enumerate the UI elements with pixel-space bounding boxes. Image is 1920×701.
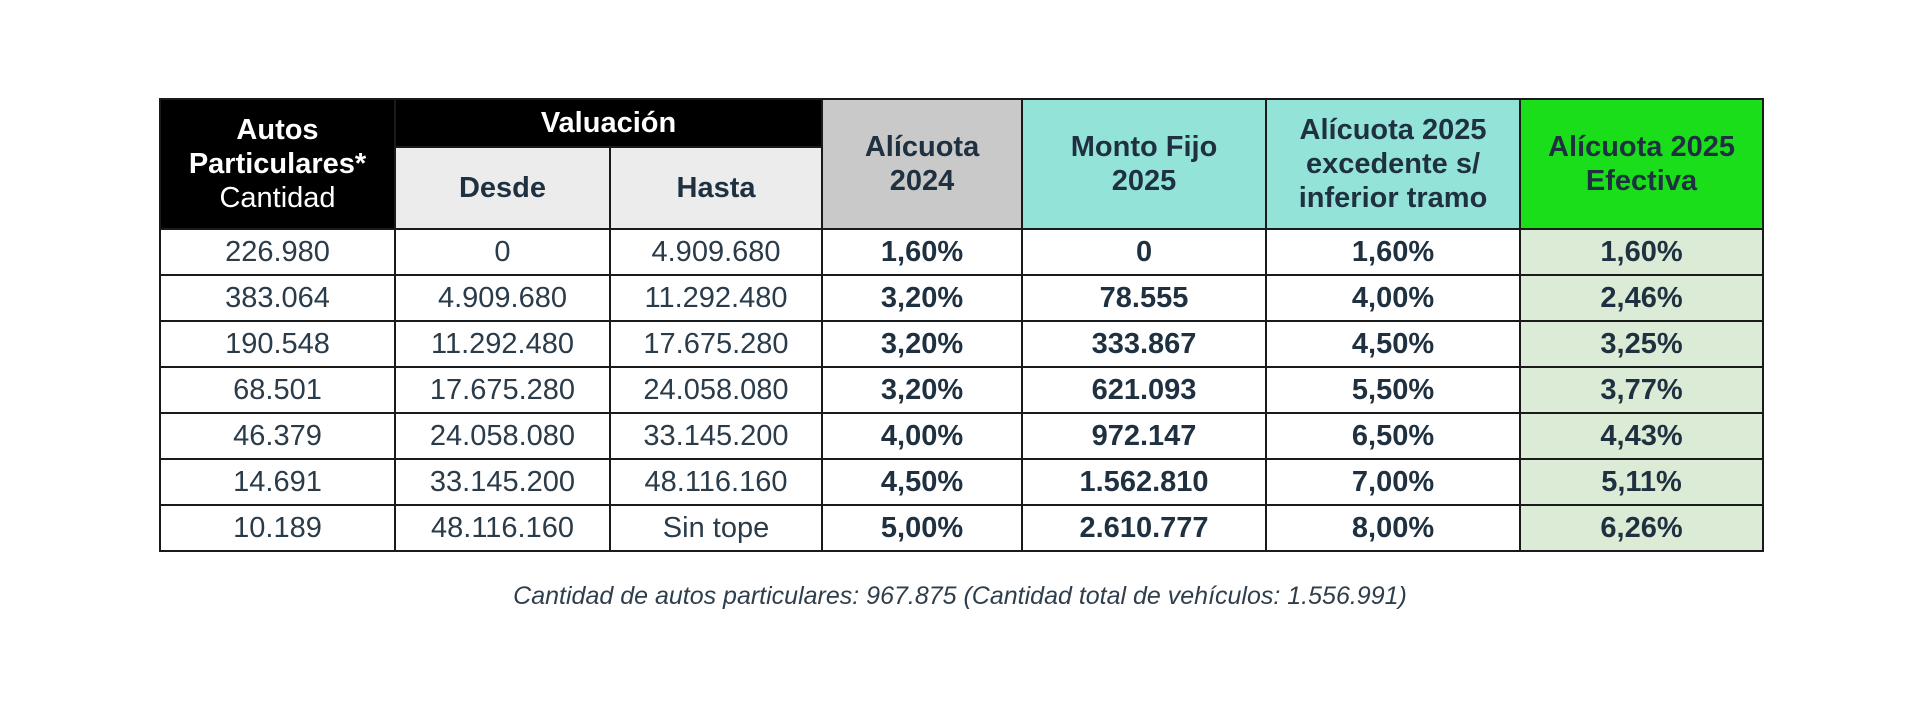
- cell-alicuota-2024: 3,20%: [822, 367, 1022, 413]
- header-alicuota-exc-line3: inferior tramo: [1298, 182, 1488, 215]
- table-row: [160, 413, 1763, 459]
- cell-cantidad: 190.548: [160, 321, 395, 367]
- header-alicuota-exc-line2: excedente s/: [1305, 147, 1481, 180]
- cell-desde: 11.292.480: [395, 321, 610, 367]
- header-autos-line2: Particulares*: [188, 147, 367, 180]
- footnote: Cantidad de autos particulares: 967.875 (Cantidad total de vehículos: 1.556.991): [513, 582, 1407, 610]
- cell-monto-fijo: 0: [1022, 229, 1266, 275]
- cell-alicuota-efectiva: 6,26%: [1520, 505, 1763, 551]
- cell-monto-fijo: 972.147: [1022, 413, 1266, 459]
- header-valuacion: Valuación: [395, 99, 822, 147]
- header-monto-fijo-line2: 2025: [1111, 165, 1177, 197]
- cell-alicuota-efectiva: 1,60%: [1520, 229, 1763, 275]
- header-alicuota-exc-line1: Alícuota 2025: [1299, 113, 1487, 146]
- cell-alicuota-2024: 1,60%: [822, 229, 1022, 275]
- cell-alicuota-excedente: 6,50%: [1266, 413, 1520, 459]
- header-alicuota-ef-line2: Efectiva: [1585, 165, 1698, 197]
- cell-alicuota-efectiva: 2,46%: [1520, 275, 1763, 321]
- header-hasta: Hasta: [610, 147, 822, 229]
- cell-hasta: 24.058.080: [610, 367, 822, 413]
- table-row: [160, 229, 1763, 275]
- header-alicuota-2024: [822, 99, 1022, 229]
- cell-hasta: 48.116.160: [610, 459, 822, 505]
- cell-desde: 4.909.680: [395, 275, 610, 321]
- cell-alicuota-2024: 4,50%: [822, 459, 1022, 505]
- cell-cantidad: 10.189: [160, 505, 395, 551]
- cell-monto-fijo: 621.093: [1022, 367, 1266, 413]
- cell-hasta: 17.675.280: [610, 321, 822, 367]
- tariff-table-container: [159, 98, 1762, 552]
- cell-desde: 24.058.080: [395, 413, 610, 459]
- header-desde: Desde: [395, 147, 610, 229]
- header-alicuota-2024-line2: 2024: [889, 165, 955, 197]
- header-autos-line1: Autos: [236, 113, 319, 146]
- header-monto-fijo-line1: Monto Fijo: [1070, 130, 1218, 163]
- cell-monto-fijo: 78.555: [1022, 275, 1266, 321]
- cell-alicuota-efectiva: 5,11%: [1520, 459, 1763, 505]
- cell-alicuota-efectiva: 4,43%: [1520, 413, 1763, 459]
- table-row: [160, 459, 1763, 505]
- cell-hasta: Sin tope: [610, 505, 822, 551]
- cell-monto-fijo: 333.867: [1022, 321, 1266, 367]
- header-autos-line3: Cantidad: [219, 182, 336, 215]
- cell-desde: 48.116.160: [395, 505, 610, 551]
- table-row: [160, 367, 1763, 413]
- header-alicuota-2024-line1: Alícuota: [864, 130, 980, 163]
- cell-cantidad: 46.379: [160, 413, 395, 459]
- cell-alicuota-excedente: 7,00%: [1266, 459, 1520, 505]
- header-alicuota-ef-line1: Alícuota 2025: [1548, 130, 1735, 163]
- cell-alicuota-2024: 4,00%: [822, 413, 1022, 459]
- cell-alicuota-excedente: 1,60%: [1266, 229, 1520, 275]
- cell-hasta: 33.145.200: [610, 413, 822, 459]
- cell-alicuota-2024: 5,00%: [822, 505, 1022, 551]
- cell-hasta: 4.909.680: [610, 229, 822, 275]
- cell-hasta: 11.292.480: [610, 275, 822, 321]
- header-alicuota-2025-excedente: [1266, 99, 1520, 229]
- header-alicuota-2025-efectiva: [1520, 99, 1763, 229]
- cell-alicuota-excedente: 4,00%: [1266, 275, 1520, 321]
- cell-monto-fijo: 2.610.777: [1022, 505, 1266, 551]
- header-monto-fijo-2025: [1022, 99, 1266, 229]
- cell-alicuota-excedente: 4,50%: [1266, 321, 1520, 367]
- cell-alicuota-2024: 3,20%: [822, 275, 1022, 321]
- cell-desde: 33.145.200: [395, 459, 610, 505]
- cell-cantidad: 383.064: [160, 275, 395, 321]
- cell-alicuota-excedente: 8,00%: [1266, 505, 1520, 551]
- cell-alicuota-efectiva: 3,77%: [1520, 367, 1763, 413]
- cell-cantidad: 226.980: [160, 229, 395, 275]
- cell-desde: 17.675.280: [395, 367, 610, 413]
- table-row: [160, 321, 1763, 367]
- table-row: [160, 275, 1763, 321]
- cell-cantidad: 14.691: [160, 459, 395, 505]
- cell-alicuota-efectiva: 3,25%: [1520, 321, 1763, 367]
- cell-cantidad: 68.501: [160, 367, 395, 413]
- tariff-table: [159, 98, 1764, 552]
- cell-monto-fijo: 1.562.810: [1022, 459, 1266, 505]
- table-row: [160, 505, 1763, 551]
- cell-desde: 0: [395, 229, 610, 275]
- cell-alicuota-excedente: 5,50%: [1266, 367, 1520, 413]
- header-autos-particulares: [160, 99, 395, 229]
- cell-alicuota-2024: 3,20%: [822, 321, 1022, 367]
